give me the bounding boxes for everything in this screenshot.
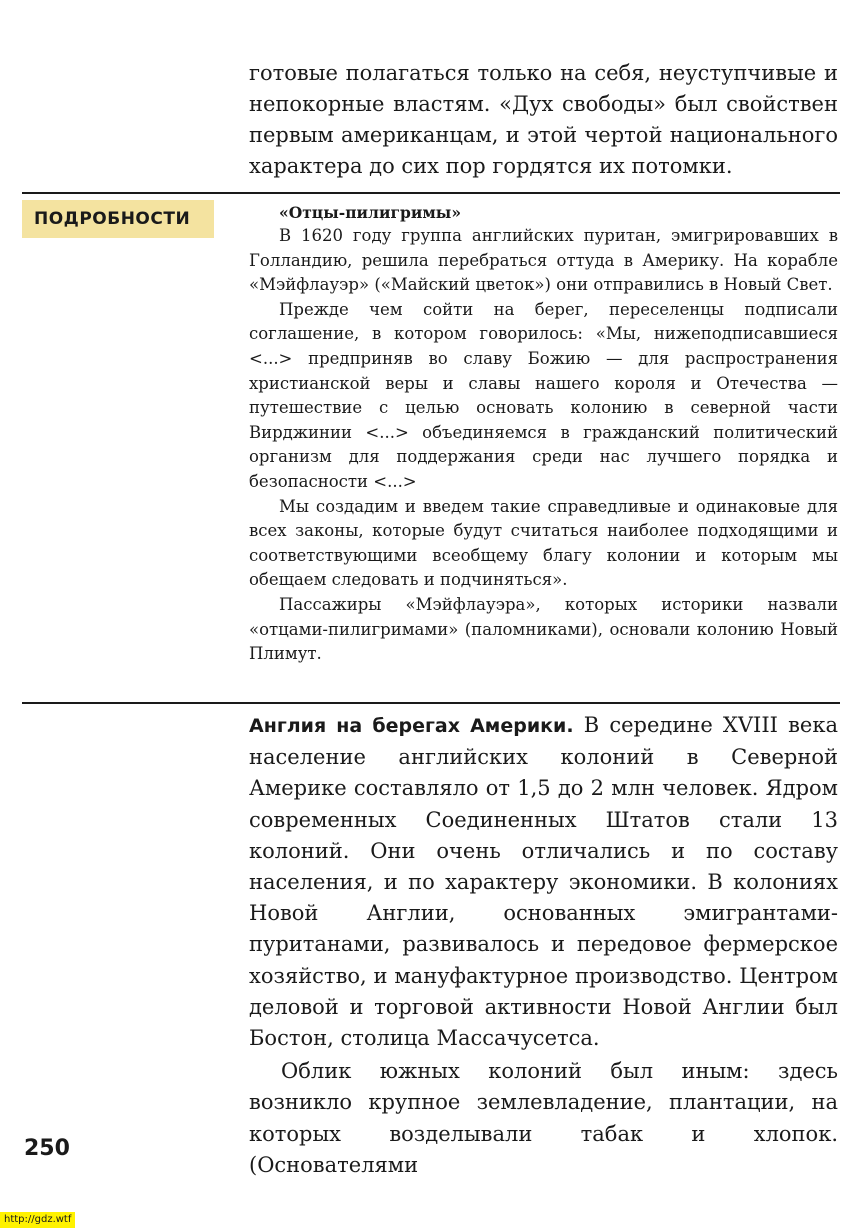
main-text bbox=[249, 710, 838, 1181]
sidebar-top-rule bbox=[22, 192, 840, 194]
page-number: 250 bbox=[24, 1136, 70, 1161]
sidebar-paragraph: В 1620 году группа английских пуритан, эмигрировавших в Голландию, решила перебраться оттуда в Америку. На корабле «Мэйфлауэр» («Майский цветок») они отправились в Новый Свет. bbox=[249, 226, 838, 295]
main-paragraph bbox=[249, 710, 838, 1054]
sidebar-bottom-rule bbox=[22, 702, 840, 704]
intro-paragraph: готовые полагаться только на себя, неуступчивые и непокорные властям. «Дух свободы» был свойствен первым американцам, и этой чертой национального характера до сих пор гордятся их потомки. bbox=[249, 61, 838, 178]
sidebar-title: «Отцы-пилигримы» bbox=[279, 203, 462, 222]
main-paragraph-text: В середине XVIII века население английских колоний в Северной Америке составляло от 1,5 до 2 млн человек. Ядром современных Соединенных Штатов стали 13 колоний. Они очень отличались и по составу населения, и по характеру экономики. В колониях Новой Англии, основанных эмигрантами-пуританами, развивалось и передовое фермерское хозяйство, и мануфактурное производство. Центром деловой и торговой активности Новой Англии был Бостон, столица Массачусетса. bbox=[249, 713, 838, 1051]
watermark-link[interactable]: http://gdz.wtf bbox=[0, 1212, 75, 1228]
details-label: ПОДРОБНОСТИ bbox=[22, 200, 214, 238]
section-heading: Англия на берегах Америки. bbox=[249, 715, 574, 737]
sidebar-paragraph: Мы создадим и введем такие справедливые и одинаковые для всех законы, которые будут считаться наиболее подходящими и соответствующими всеобщему благу колонии и которым мы обещаем следовать и подчиняться». bbox=[249, 496, 838, 590]
details-sidebar bbox=[249, 202, 838, 667]
main-paragraph: Облик южных колоний был иным: здесь возникло крупное землевладение, плантации, на которых возделывали табак и хлопок. (Основателями bbox=[249, 1059, 838, 1177]
sidebar-paragraph: Прежде чем сойти на берег, переселенцы подписали соглашение, в котором говорилось: «Мы, нижеподписавшиеся <...> предприняв во славу Божию — для распространения христианской веры и славы нашего короля и Отечества — путешествие с целью основать колонию в северной части Вирджинии <...> объединяемся в гражданский политический организм для поддержания среди нас лучшего порядка и безопасности <...> bbox=[249, 299, 838, 491]
sidebar-paragraph: Пассажиры «Мэйфлауэра», которых историки назвали «отцами-пилигримами» (паломниками), основали колонию Новый Плимут. bbox=[249, 594, 838, 664]
